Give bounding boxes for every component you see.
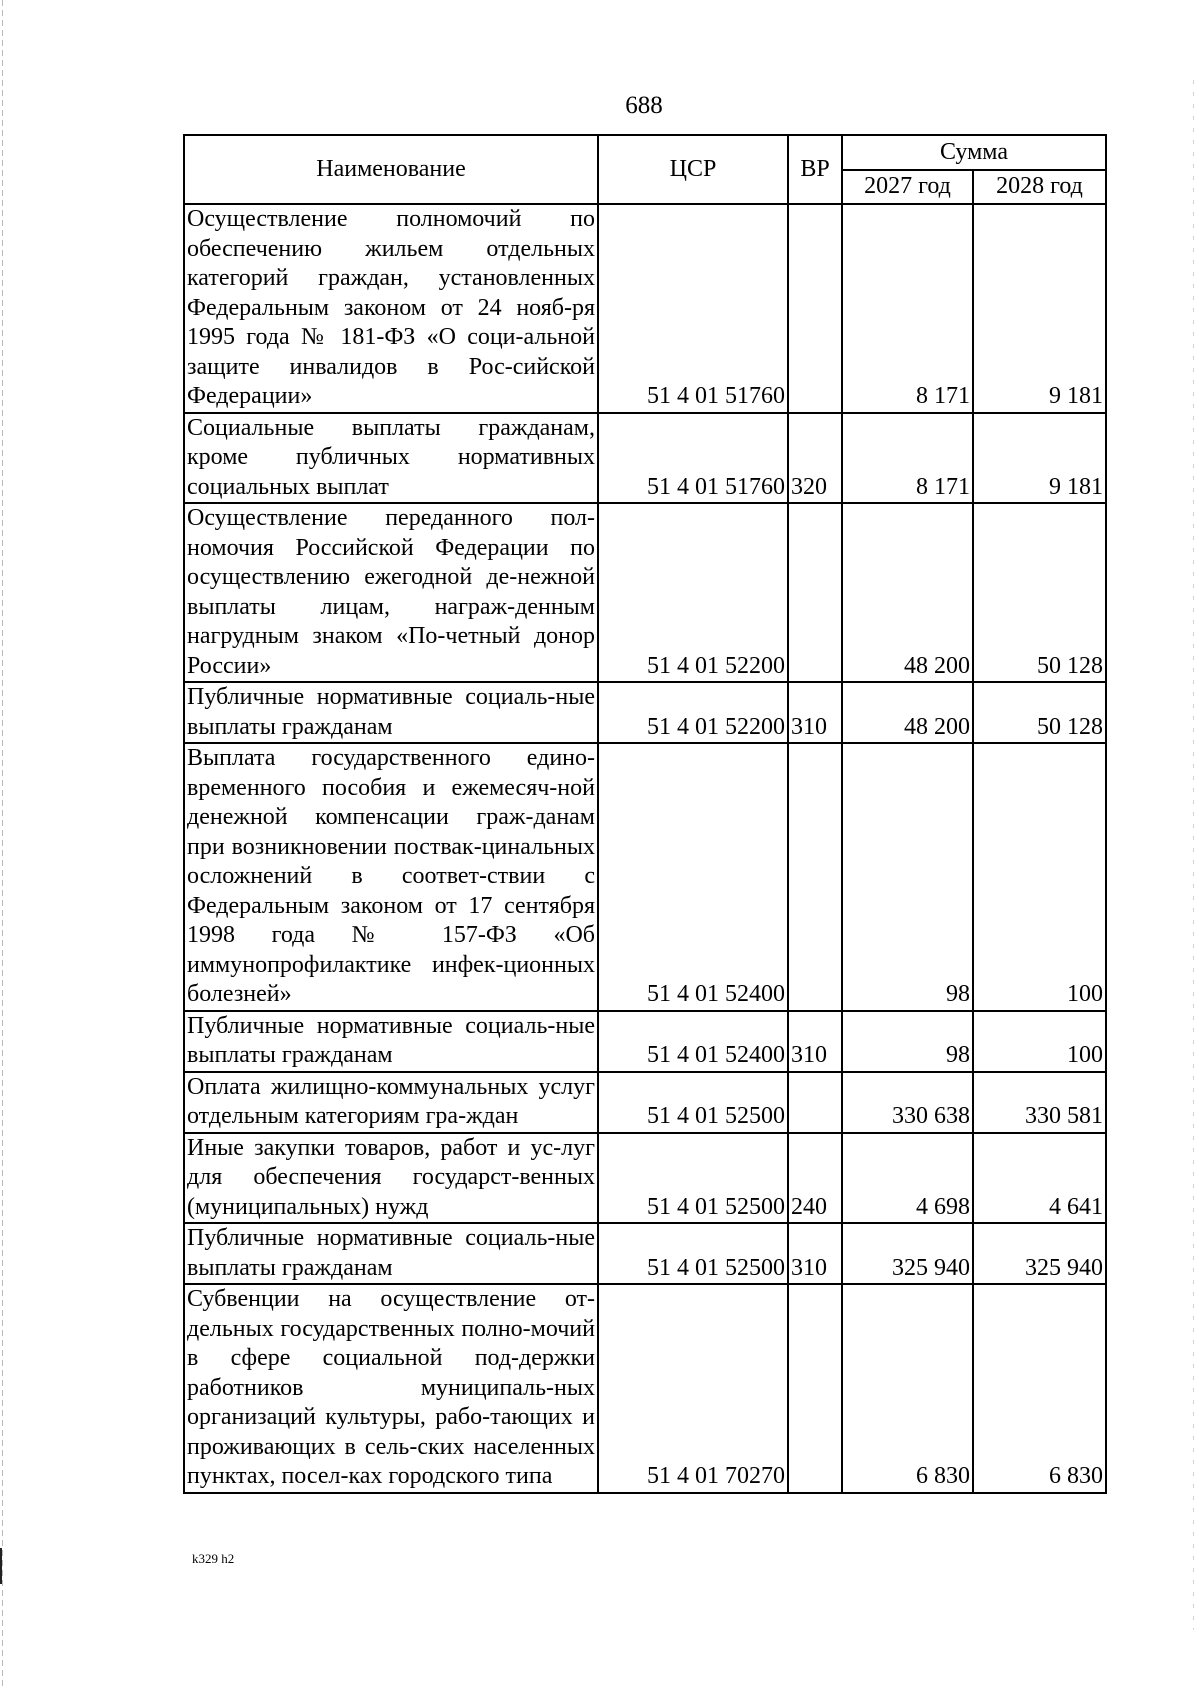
row-amount-2027: 98 — [842, 743, 973, 1011]
table-body — [184, 204, 1106, 1493]
row-vr: 310 — [788, 1223, 842, 1284]
row-csr: 51 4 01 52500 — [598, 1072, 788, 1133]
table-row — [184, 743, 1106, 1011]
header-sum: Сумма — [842, 135, 1106, 170]
row-csr: 51 4 01 51760 — [598, 413, 788, 504]
table-row — [184, 1223, 1106, 1284]
row-name: Оплата жилищно-коммунальных услуг отдельным категориям гра-ждан — [184, 1072, 598, 1133]
row-amount-2028: 330 581 — [973, 1072, 1106, 1133]
row-amount-2028: 4 641 — [973, 1133, 1106, 1224]
table-row — [184, 503, 1106, 682]
table-row — [184, 1072, 1106, 1133]
table-row — [184, 1284, 1106, 1493]
table-row — [184, 204, 1106, 413]
header-name: Наименование — [184, 135, 598, 204]
row-vr — [788, 1284, 842, 1493]
row-vr: 310 — [788, 682, 842, 743]
row-vr: 240 — [788, 1133, 842, 1224]
row-amount-2027: 4 698 — [842, 1133, 973, 1224]
row-vr — [788, 743, 842, 1011]
row-csr: 51 4 01 52400 — [598, 1011, 788, 1072]
row-amount-2028: 325 940 — [973, 1223, 1106, 1284]
row-name: Публичные нормативные социаль-ные выплаты гражданам — [184, 1223, 598, 1284]
row-amount-2027: 48 200 — [842, 503, 973, 682]
row-csr: 51 4 01 51760 — [598, 204, 788, 413]
table-row — [184, 413, 1106, 504]
row-name: Выплата государственного едино-временного пособия и ежемесяч-ной денежной компенсации граж-данам при возникновении поствак-цинальных осложнений в соответ-ствии с Федеральным законом от 17 сентября 1998 года № 157-ФЗ «Об иммунопрофилактике инфек-ционных болезней» — [184, 743, 598, 1011]
row-amount-2027: 325 940 — [842, 1223, 973, 1284]
row-csr: 51 4 01 52400 — [598, 743, 788, 1011]
row-amount-2028: 9 181 — [973, 204, 1106, 413]
row-name: Публичные нормативные социаль-ные выплаты гражданам — [184, 682, 598, 743]
header-csr: ЦСР — [598, 135, 788, 204]
row-csr: 51 4 01 52200 — [598, 682, 788, 743]
row-name: Публичные нормативные социаль-ные выплаты гражданам — [184, 1011, 598, 1072]
row-vr: 320 — [788, 413, 842, 504]
row-csr: 51 4 01 52500 — [598, 1223, 788, 1284]
row-name: Иные закупки товаров, работ и ус-луг для обеспечения государст-венных (муниципальных) нужд — [184, 1133, 598, 1224]
scan-edge-left — [2, 0, 3, 1686]
header-year-2027: 2027 год — [842, 170, 973, 204]
row-csr: 51 4 01 70270 — [598, 1284, 788, 1493]
table-row — [184, 1011, 1106, 1072]
row-amount-2027: 330 638 — [842, 1072, 973, 1133]
row-amount-2028: 100 — [973, 1011, 1106, 1072]
header-vr: ВР — [788, 135, 842, 204]
row-amount-2027: 6 830 — [842, 1284, 973, 1493]
row-amount-2028: 50 128 — [973, 682, 1106, 743]
row-amount-2028: 9 181 — [973, 413, 1106, 504]
row-csr: 51 4 01 52200 — [598, 503, 788, 682]
row-amount-2027: 98 — [842, 1011, 973, 1072]
table-row — [184, 1133, 1106, 1224]
row-amount-2027: 8 171 — [842, 204, 973, 413]
row-vr — [788, 503, 842, 682]
scan-edge-right — [1193, 80, 1194, 1630]
row-name: Осуществление переданного пол-номочия Российской Федерации по осуществлению ежегодной де-нежной выплаты лицам, награж-денным нагрудным знаком «По-четный донор России» — [184, 503, 598, 682]
footer-code: k329 h2 — [192, 1551, 235, 1566]
row-name: Социальные выплаты гражданам, кроме публичных нормативных социальных выплат — [184, 413, 598, 504]
page-number: 688 — [625, 92, 663, 119]
row-csr: 51 4 01 52500 — [598, 1133, 788, 1224]
row-amount-2028: 50 128 — [973, 503, 1106, 682]
budget-table — [183, 134, 1107, 1494]
row-name: Субвенции на осуществление от-дельных государственных полно-мочий в сфере социальной под-держки работников муниципаль-ных организаций культуры, рабо-тающих и проживающих в сель-ских населенных пунктах, посел-ках городского типа — [184, 1284, 598, 1493]
row-amount-2028: 100 — [973, 743, 1106, 1011]
row-vr — [788, 1072, 842, 1133]
row-vr — [788, 204, 842, 413]
row-name: Осуществление полномочий по обеспечению жильем отдельных категорий граждан, установленных Федеральным законом от 24 нояб-ря 1995 года № 181-ФЗ «О соци-альной защите инвалидов в Рос-сийской Федерации» — [184, 204, 598, 413]
table-row — [184, 682, 1106, 743]
row-amount-2028: 6 830 — [973, 1284, 1106, 1493]
header-year-2028: 2028 год — [973, 170, 1106, 204]
row-vr: 310 — [788, 1011, 842, 1072]
row-amount-2027: 8 171 — [842, 413, 973, 504]
row-amount-2027: 48 200 — [842, 682, 973, 743]
binding-mark — [0, 1548, 2, 1584]
